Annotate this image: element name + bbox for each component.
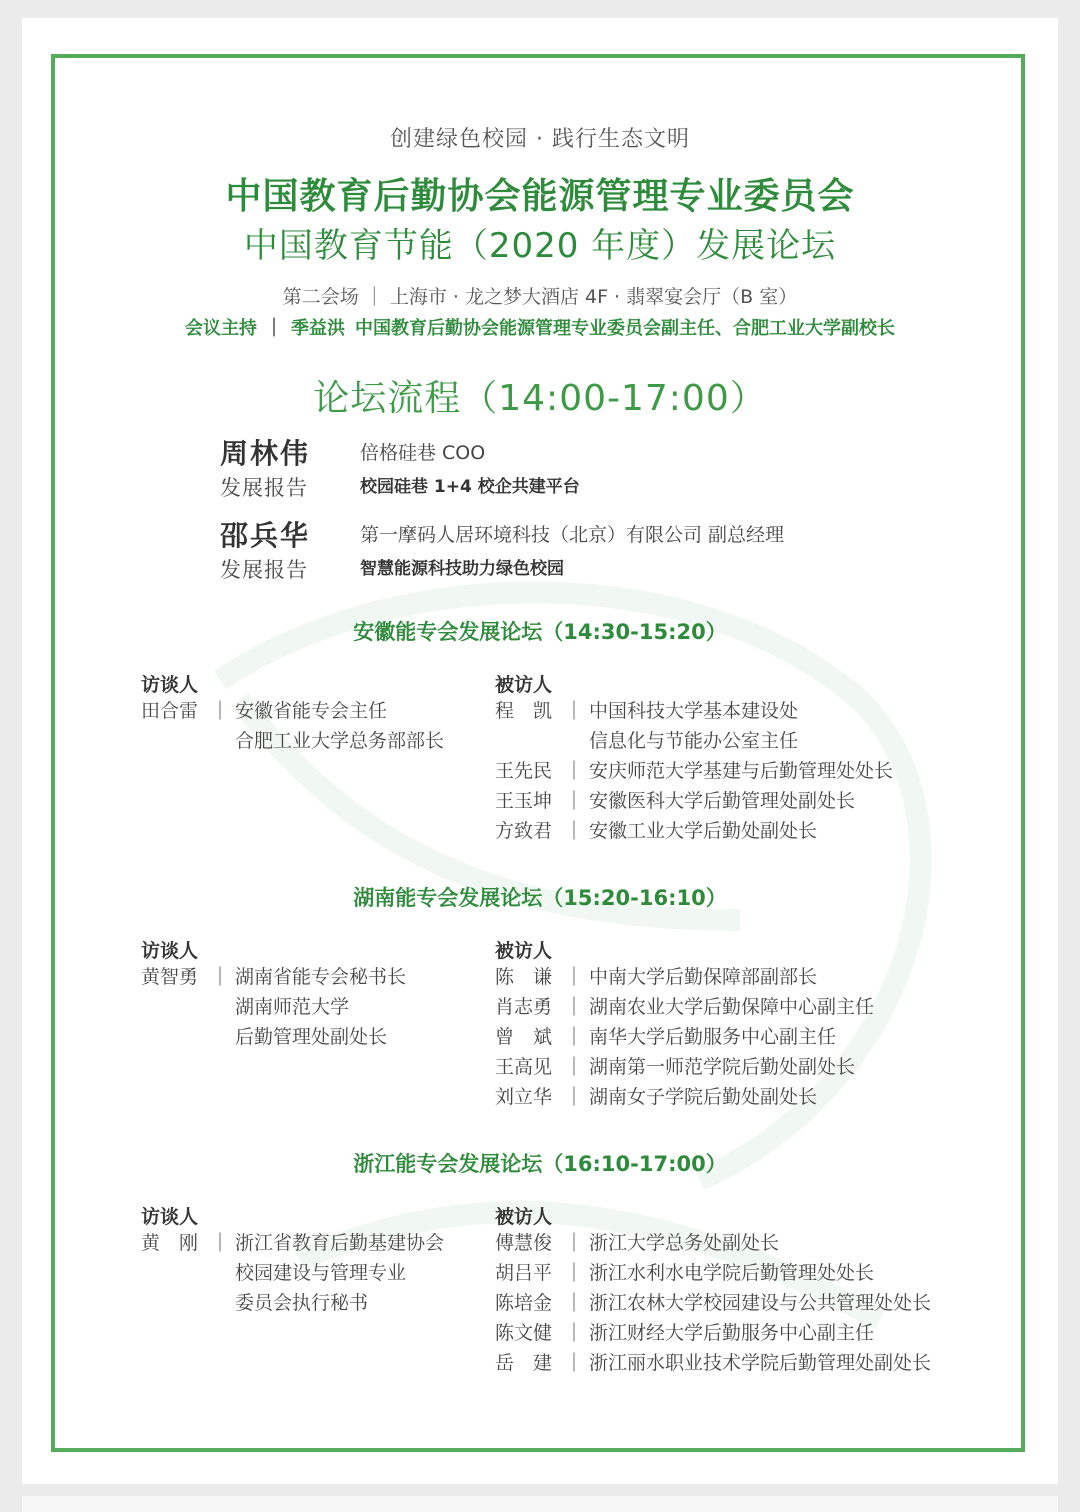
speaker-topic: 智慧能源科技助力绿色校园 xyxy=(360,559,564,579)
divider: ｜ xyxy=(210,966,230,988)
host-title: 中国教育后勤协会能源管理专业委员会副主任、合肥工业大学副校长 xyxy=(355,318,895,339)
interviewer-name: 黄 刚 xyxy=(141,1232,199,1254)
interviewee-name: 胡吕平 xyxy=(495,1262,553,1284)
forum-title: 中国教育节能（2020 年度）发展论坛 xyxy=(243,226,837,266)
interviewee-name: 王高见 xyxy=(495,1056,553,1078)
interviewer-row xyxy=(141,1228,444,1318)
slogan: 创建绿色校园 · 践行生态文明 xyxy=(390,127,690,152)
speaker-role: 发展报告 xyxy=(220,558,308,582)
interviewee-title: 信息化与节能办公室主任 xyxy=(589,730,799,752)
interviewee-title: 浙江水利水电学院后勤管理处处长 xyxy=(589,1262,875,1284)
interviewer-title: 湖南省能专会秘书长 xyxy=(235,966,407,988)
interviewee-name: 肖志勇 xyxy=(495,996,553,1018)
interviewee-title: 安庆师范大学基建与后勤管理处处长 xyxy=(589,760,894,782)
divider: ｜ xyxy=(564,1352,584,1374)
interviewee-title: 中南大学后勤保障部副部长 xyxy=(589,966,818,988)
host-label: 会议主持 xyxy=(185,318,257,339)
interviewee-list xyxy=(495,1228,931,1378)
interviewer-row xyxy=(141,962,406,1052)
schedule-title: 论坛流程（14:00-17:00） xyxy=(313,378,767,419)
interviewee-name: 方致君 xyxy=(495,820,553,842)
interviewee-name: 陈培金 xyxy=(495,1292,553,1314)
interviewee-name: 程 凯 xyxy=(495,700,553,722)
interviewer-title: 浙江省教育后勤基建协会 xyxy=(235,1232,445,1254)
interviewee-title: 湖南农业大学后勤保障中心副主任 xyxy=(589,996,875,1018)
interviewee-title: 浙江丽水职业技术学院后勤管理处副处长 xyxy=(589,1352,932,1374)
section-title: 湖南能专会发展论坛（15:20-16:10） xyxy=(353,886,727,910)
interviewer-title: 校园建设与管理专业 xyxy=(235,1262,407,1284)
interviewee-name: 曾 斌 xyxy=(495,1026,553,1048)
interviewee-title: 湖南第一师范学院后勤处副处长 xyxy=(589,1056,856,1078)
interviewee-title: 浙江财经大学后勤服务中心副主任 xyxy=(589,1322,875,1344)
section-title: 浙江能专会发展论坛（16:10-17:00） xyxy=(353,1152,727,1176)
interviewee-title: 湖南女子学院后勤处副处长 xyxy=(589,1086,818,1108)
interviewee-name: 陈 谦 xyxy=(495,966,553,988)
divider: ｜ xyxy=(564,1292,584,1314)
interviewer-title: 安徽省能专会主任 xyxy=(235,700,388,722)
interviewer-title: 后勤管理处副处长 xyxy=(235,1026,388,1048)
interviewer-header: 访谈人 xyxy=(141,674,199,696)
venue-line: 第二会场 ｜ 上海市 · 龙之梦大酒店 4F · 翡翠宴会厅（B 室） xyxy=(282,286,798,308)
speaker-org: 第一摩码人居环境科技（北京）有限公司 副总经理 xyxy=(360,524,785,546)
interviewee-header: 被访人 xyxy=(495,1206,553,1228)
divider: ｜ xyxy=(564,1056,584,1078)
divider: ｜ xyxy=(564,1232,584,1254)
divider: ｜ xyxy=(564,820,584,842)
divider: ｜ xyxy=(564,996,584,1018)
speaker-role: 发展报告 xyxy=(220,476,308,500)
next-page-edge xyxy=(22,1496,1058,1512)
divider: ｜ xyxy=(564,760,584,782)
interviewee-name: 傅慧俊 xyxy=(495,1232,553,1254)
host-name: 季益洪 xyxy=(291,318,345,339)
interviewee-list xyxy=(495,962,874,1112)
interviewer-header: 访谈人 xyxy=(141,940,199,962)
divider: ｜ xyxy=(210,700,230,722)
speaker-name: 周林伟 xyxy=(220,437,311,470)
interviewer-title: 委员会执行秘书 xyxy=(235,1292,369,1314)
interviewee-title: 安徽工业大学后勤处副处长 xyxy=(589,820,818,842)
section-title: 安徽能专会发展论坛（14:30-15:20） xyxy=(353,620,727,644)
speaker-topic: 校园硅巷 1+4 校企共建平台 xyxy=(360,477,580,497)
divider: ｜ xyxy=(564,790,584,812)
interviewee-list xyxy=(495,696,893,846)
interviewee-title: 安徽医科大学后勤管理处副处长 xyxy=(589,790,856,812)
interviewee-name: 刘立华 xyxy=(495,1086,553,1108)
divider: ｜ xyxy=(210,1232,230,1254)
interviewee-title: 南华大学后勤服务中心副主任 xyxy=(589,1026,837,1048)
interviewee-header: 被访人 xyxy=(495,674,553,696)
interviewee-title: 浙江大学总务处副处长 xyxy=(589,1232,780,1254)
organizer-title: 中国教育后勤协会能源管理专业委员会 xyxy=(225,176,855,217)
interviewee-name: 王玉坤 xyxy=(495,790,553,812)
divider: ｜ xyxy=(564,700,584,722)
interviewee-title: 中国科技大学基本建设处 xyxy=(589,700,799,722)
interviewee-title: 浙江农林大学校园建设与公共管理处处长 xyxy=(589,1292,932,1314)
speaker-org: 倍格硅巷 COO xyxy=(360,442,486,464)
divider: ｜ xyxy=(564,966,584,988)
host-line xyxy=(0,314,1080,340)
interviewer-row xyxy=(141,696,444,756)
interviewer-name: 田合雷 xyxy=(141,700,199,722)
speaker-name: 邵兵华 xyxy=(220,519,311,552)
divider: ｜ xyxy=(564,1322,584,1344)
interviewee-name: 岳 建 xyxy=(495,1352,553,1374)
divider: ｜ xyxy=(564,1026,584,1048)
divider: ｜ xyxy=(564,1086,584,1108)
host-separator: ｜ xyxy=(265,318,283,339)
interviewee-name: 王先民 xyxy=(495,760,553,782)
interviewer-title: 合肥工业大学总务部部长 xyxy=(235,730,445,752)
interviewee-header: 被访人 xyxy=(495,940,553,962)
interviewer-header: 访谈人 xyxy=(141,1206,199,1228)
divider: ｜ xyxy=(564,1262,584,1284)
interviewer-title: 湖南师范大学 xyxy=(235,996,350,1018)
interviewee-name: 陈文健 xyxy=(495,1322,553,1344)
interviewer-name: 黄智勇 xyxy=(141,966,199,988)
